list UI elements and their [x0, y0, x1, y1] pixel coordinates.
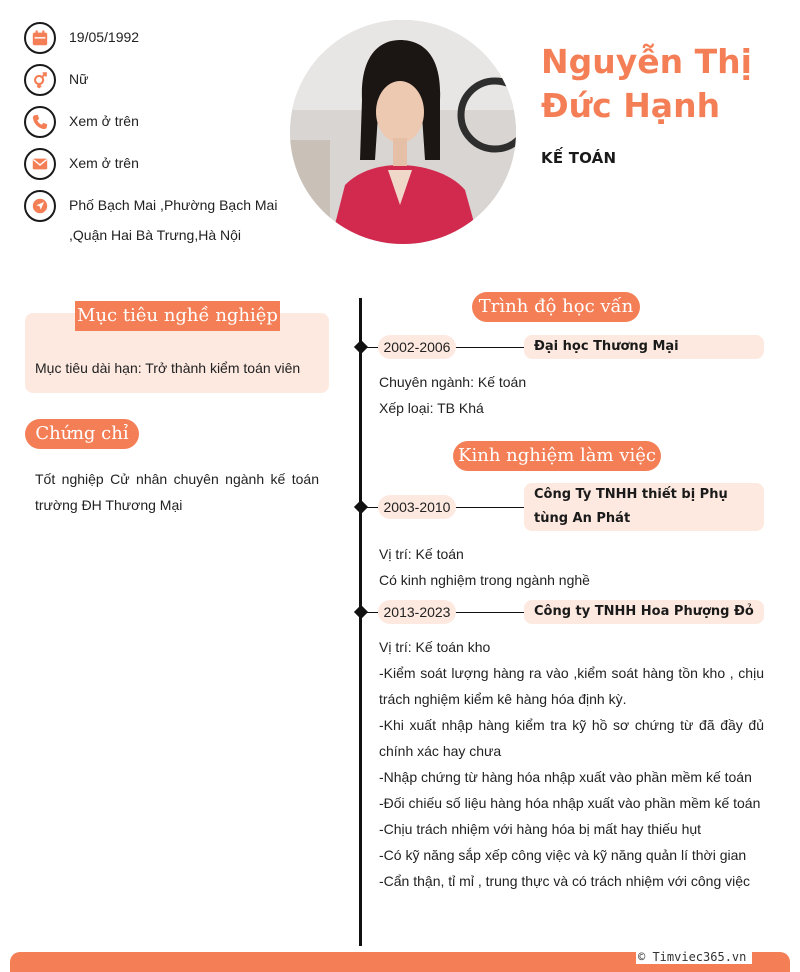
contact-email — [24, 148, 284, 180]
address-text — [69, 190, 277, 250]
education-title: Trình độ học vấn — [472, 292, 640, 322]
education-school: Đại học Thương Mại — [524, 335, 764, 359]
contact-gender — [24, 64, 284, 96]
address-line-2: ,Quận Hai Bà Trưng,Hà Nội — [69, 227, 242, 243]
experience-company: Công ty TNHH Hoa Phượng Đỏ — [524, 600, 764, 624]
name-line-1: Nguyễn Thị — [541, 42, 752, 81]
contact-address — [24, 190, 284, 250]
candidate-name — [541, 40, 791, 128]
experience-period: 2003-2010 — [378, 495, 456, 519]
experience-detail: Có kinh nghiệm trong ngành nghề — [379, 572, 590, 588]
certificates-text: Tốt nghiệp Cử nhân chuyên ngành kế toán trường ĐH Thương Mại — [35, 471, 319, 513]
education-detail: Chuyên ngành: Kế toán — [379, 374, 527, 390]
experience-detail: -Đối chiếu số liệu hàng hóa nhập xuất vào phần mềm kế toán — [379, 795, 761, 811]
footer-watermark: © Timviec365.vn — [636, 950, 752, 964]
experience-company: Công Ty TNHH thiết bị Phụ tùng An Phát — [524, 483, 764, 531]
contact-phone — [24, 106, 284, 138]
gender-text: Nữ — [69, 71, 89, 87]
experience-detail: -Nhập chứng từ hàng hóa nhập xuất vào phần mềm kế toán — [379, 769, 752, 785]
timeline-line — [359, 298, 362, 946]
location-icon — [24, 190, 56, 222]
contact-birthday — [24, 22, 284, 54]
goal-text: Mục tiêu dài hạn: Trở thành kiểm toán viên — [35, 360, 301, 376]
job-title: KẾ TOÁN — [541, 149, 617, 167]
experience-title: Kinh nghiệm làm việc — [453, 441, 661, 471]
phone-icon — [24, 106, 56, 138]
gender-icon — [24, 64, 56, 96]
education-detail: Xếp loại: TB Khá — [379, 400, 484, 416]
name-line-2: Đức Hạnh — [541, 86, 721, 125]
experience-detail: -Khi xuất nhập hàng kiểm tra kỹ hồ sơ chứng từ đã đầy đủ chính xác hay chưa — [379, 717, 764, 759]
experience-detail: Vị trí: Kế toán — [379, 546, 464, 562]
experience-detail: -Kiểm soát lượng hàng ra vào ,kiểm soát hàng tồn kho , chịu trách nghiệm kiểm kê hàng hóa định kỳ. — [379, 665, 764, 707]
experience-period: 2013-2023 — [378, 600, 456, 624]
email-icon — [24, 148, 56, 180]
education-period: 2002-2006 — [378, 335, 456, 359]
phone-text: Xem ở trên — [69, 113, 139, 129]
experience-detail: -Cẩn thận, tỉ mỉ , trung thực và có trách nhiệm với công việc — [379, 873, 751, 889]
birthday-text: 19/05/1992 — [69, 29, 140, 45]
profile-photo — [290, 20, 516, 244]
certificates-title: Chứng chỉ — [25, 419, 139, 449]
goal-title: Mục tiêu nghề nghiệp — [75, 301, 280, 331]
experience-detail: -Chịu trách nhiệm với hàng hóa bị mất hay thiếu hụt — [379, 821, 702, 837]
address-line-1: Phố Bạch Mai ,Phường Bạch Mai — [69, 197, 278, 213]
experience-detail: -Có kỹ năng sắp xếp công việc và kỹ năng quản lí thời gian — [379, 847, 747, 863]
calendar-icon — [24, 22, 56, 54]
email-text: Xem ở trên — [69, 155, 139, 171]
contact-info — [24, 22, 284, 260]
experience-detail: Vị trí: Kế toán kho — [379, 639, 491, 655]
